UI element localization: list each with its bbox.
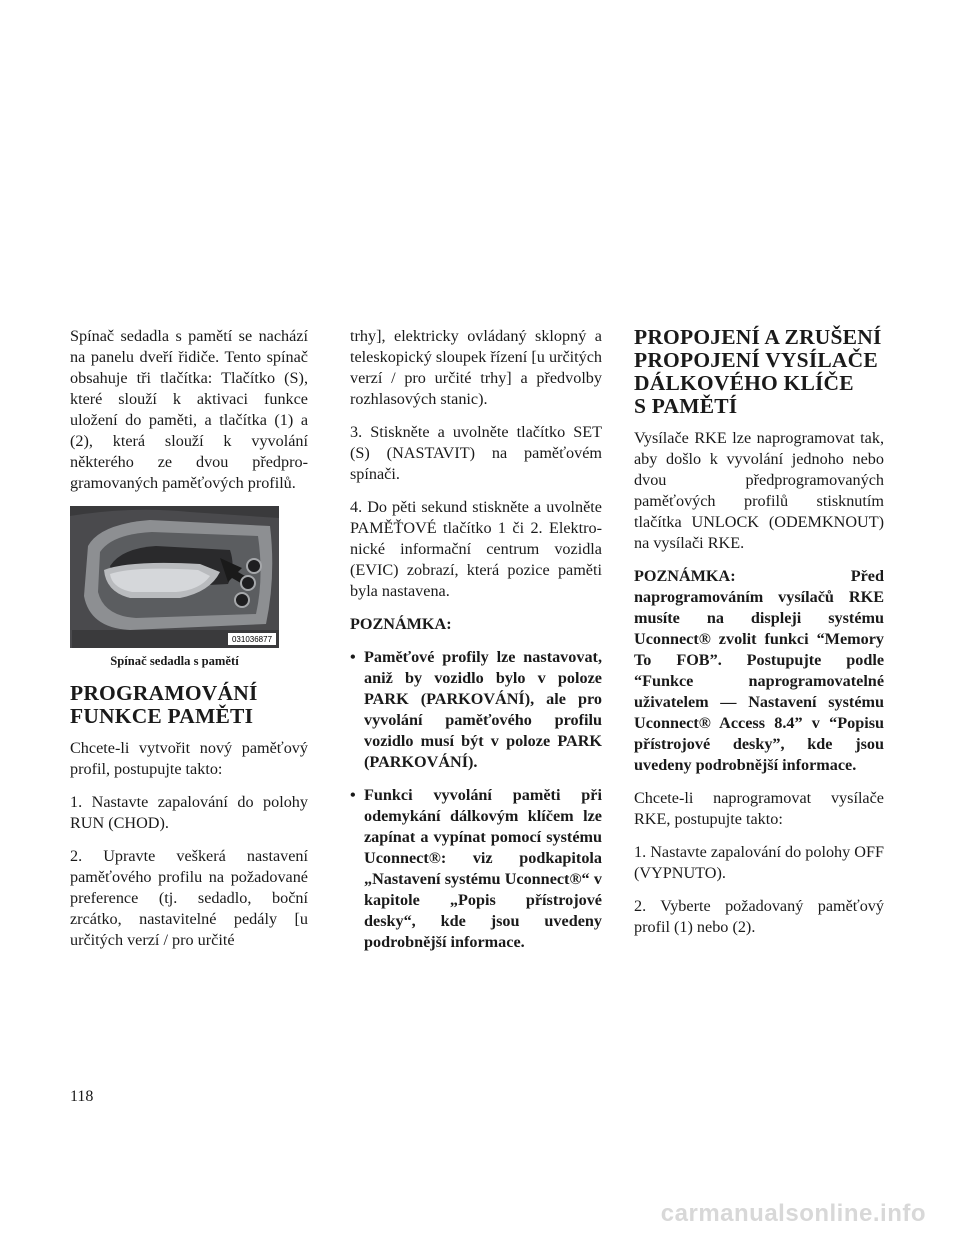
column-middle xyxy=(350,326,602,965)
figure-code: 031036877 xyxy=(231,635,273,644)
note-item: • Paměťové profily lze nastavovat, aniž by vozidlo bylo v poloze PARK (PARKOVÁNÍ), ale pro vyvolání paměťového profilu vozidlo musí být v poloze PARK (PARKOVÁNÍ). xyxy=(350,647,602,773)
heading-line: FUNKCE PAMĚTI xyxy=(70,704,254,728)
heading-line: S PAMĚTÍ xyxy=(634,394,738,418)
heading-line: PROPOJENÍ A ZRUŠENÍ xyxy=(634,325,882,349)
page-number: 118 xyxy=(70,1088,94,1105)
note-label: POZNÁMKA: xyxy=(350,615,452,633)
heading-line: PROPOJENÍ VYSÍLAČE xyxy=(634,348,878,372)
heading-line: PROGRAMOVÁNÍ xyxy=(70,681,258,705)
paragraph: Vysílače RKE lze naprogramovat tak, aby došlo k vyvolání jednoho nebo dvou předprogramovaných paměťových profilů stisknutím tlačítka UNLOCK (ODEMKNOUT) na vysílači RKE. xyxy=(634,429,884,552)
memory-switch-figure xyxy=(70,506,279,648)
step-4: 4. Do pěti sekund stiskněte a uvolněte PAMĚŤOVÉ tlačítko 1 či 2. Elektronické informační centrum vozidla (EVIC) zobrazí, která pozice paměti byla nastavena. xyxy=(350,498,602,600)
section-heading-linking xyxy=(634,326,884,418)
figure-caption: Spínač sedadla s pamětí xyxy=(110,654,239,668)
heading-line: DÁLKOVÉHO KLÍČE xyxy=(634,371,854,395)
paragraph: trhy], elektricky ovládaný sklopný a teleskopický sloupek řízení [u určitých verzí / pro určité trhy] a předvolby rozhlasových stanic). xyxy=(350,327,602,408)
step-2: 2. Vyberte požadovaný paměťový profil (1) nebo (2). xyxy=(634,897,884,936)
section-heading-programming xyxy=(70,682,308,728)
note-paragraph: POZNÁMKA: Před naprogramováním vysílačů RKE musíte na displeji systému Uconnect® zvolit funkci “Memory To FOB”. Postupujte podle “Funkce naprogramovatelné uživatelem — Nastavení systému Uconnect® Access 8.4” v “Popisu přístrojové desky”, kde jsou uvedeny podrobnější informace. xyxy=(634,567,884,774)
memory-button-s xyxy=(247,559,261,573)
watermark: carmanualsonline.info xyxy=(660,1200,926,1227)
column-right xyxy=(634,326,884,950)
step-1: 1. Nastavte zapalování do polohy RUN (CHOD). xyxy=(70,793,308,832)
intro-paragraph: Spínač sedadla s pamětí se nachází na panelu dveří řidiče. Tento spínač obsahuje tři tlačítka: Tlačítko (S), které slouží k aktivaci funkce uložení do paměti, a tlačítka (1) a (2), která slouží k vyvolání některého ze dvou předprogramovaných paměťových profilů. xyxy=(70,327,308,492)
door-panel-illustration xyxy=(70,506,279,648)
step-3: 3. Stiskněte a uvolněte tlačítko SET (S) (NASTAVIT) na paměťovém spínači. xyxy=(350,423,602,483)
step-1: 1. Nastavte zapalování do polohy OFF (VYPNUTO). xyxy=(634,843,884,882)
note-list xyxy=(350,647,602,953)
memory-button-2 xyxy=(235,593,249,607)
note-item: • Funkci vyvolání paměti při odemykání dálkovým klíčem lze zapínat a vypínat pomocí systému Uconnect®: viz podkapitola „Nastavení systému Uconnect®“ v kapitole „Popis přístrojové desky“, kde jsou uvedeny podrobnější informace. xyxy=(350,785,602,953)
paragraph: Chcete-li vytvořit nový paměťový profil, postupujte takto: xyxy=(70,739,308,778)
memory-button-1 xyxy=(241,576,255,590)
paragraph: Chcete-li naprogramovat vysílače RKE, postupujte takto: xyxy=(634,789,884,828)
column-left xyxy=(70,326,308,963)
step-2: 2. Upravte veškerá nastavení paměťového profilu na požadované preference (tj. sedadlo, boční zrcátko, nastavitelné pedály [u určitých verzí / pro určité xyxy=(70,847,308,949)
